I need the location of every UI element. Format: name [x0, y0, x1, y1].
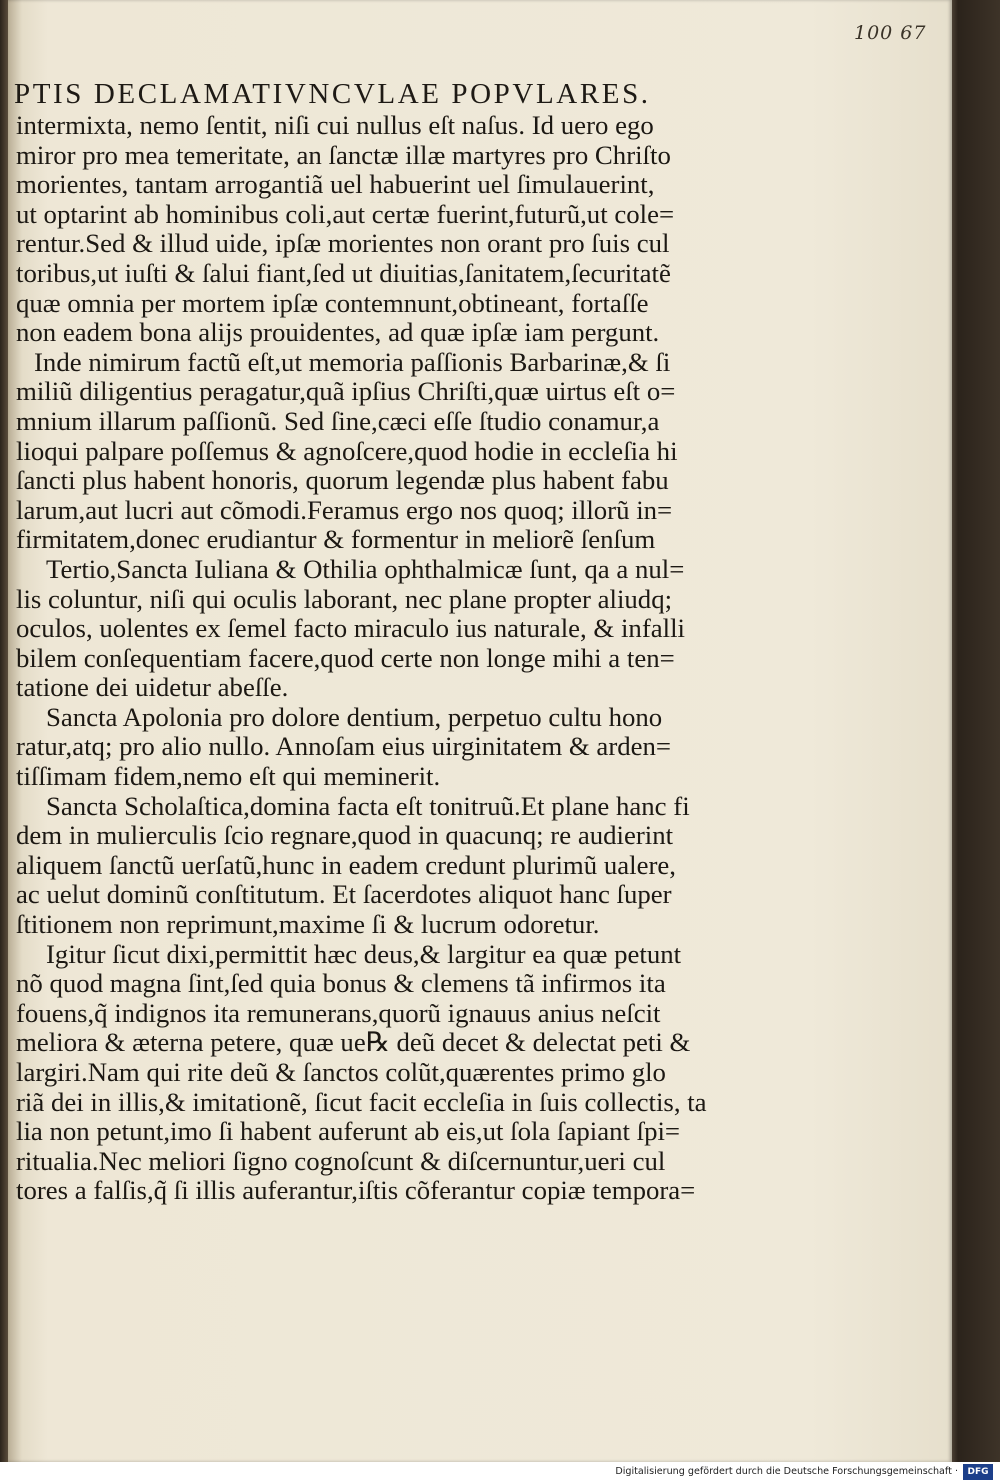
text-line: bilem conſequentiam facere,quod certe non longe mihi a ten= — [16, 643, 675, 673]
text-line: fouens,q̃ indignos ita remunerans,quorũ ignauus anius neſcit — [16, 998, 661, 1028]
text-line: ratur,atq; pro alio nullo. Annoſam eius uirginitatem & arden= — [16, 732, 672, 762]
book-gutter — [0, 0, 8, 1462]
text-line: riã dei in illis,& imitationẽ, ſicut facit eccleſia in ſuis collectis, ta — [16, 1087, 707, 1117]
text-line: quæ omnia per mortem ipſæ contemnunt,obtineant, fortaſſe — [16, 288, 649, 318]
text-line: Sancta Apolonia pro dolore dentium, perpetuo cultu hono — [46, 702, 663, 732]
text-line: meliora & æterna petere, quæ ue℞ deũ decet & delectat peti & — [16, 1028, 691, 1058]
text-line: tores a falſis,q̃ ſi illis auferantur,iſtis cõferantur copiæ tempora= — [16, 1176, 696, 1206]
text-line: lis coluntur, niſi qui oculis laborant, nec plane propter aliudq; — [16, 584, 673, 614]
text-line: larum,aut lucri aut cõmodi.Feramus ergo nos quoq; illorũ in= — [16, 495, 673, 525]
text-line: nõ quod magna ſint,ſed quia bonus & clemens tã infirmos ita — [16, 969, 666, 999]
text-line: ac uelut dominũ conſtitutum. Et ſacerdotes aliquot hanc ſuper — [16, 880, 672, 910]
text-line: largiri.Nam qui rite deũ & ſanctos colũt,quærentes primo glo — [16, 1058, 666, 1087]
text-line: aliquem ſanctũ uerſatũ,hunc in eadem credunt plurimũ ualere, — [16, 850, 676, 880]
text-line: mnium illarum paſſionũ. Sed ſine,cæci eſſe ſtudio conamur,a — [16, 406, 660, 436]
text-line: morientes, tantam arrogantiã uel habuerint uel ſimulauerint, — [16, 170, 655, 200]
text-line: tatione dei uidetur abeſſe. — [16, 673, 289, 703]
text-line: Igitur ſicut dixi,permittit hæc deus,& largitur ea quæ petunt — [46, 939, 682, 969]
text-line: ſancti plus habent honoris, quorum legendæ plus habent fabu — [16, 466, 669, 496]
text-line: lioqui palpare poſſemus & agnoſcere,quod hodie in eccleſia hi — [16, 436, 678, 466]
text-line: firmitatem,donec erudiantur & formentur in meliorẽ ſenſum — [16, 525, 656, 555]
text-line: intermixta, nemo ſentit, niſi cui nullus eſt naſus. Id uero ego — [16, 111, 654, 140]
text-line: ritualia.Nec meliori ſigno cognoſcunt & diſcernuntur,ueri cul — [16, 1146, 666, 1176]
text-line: toribus,ut iuſti & ſalui fiant,ſed ut diuitias,ſanitatem,ſecuritatẽ — [16, 258, 671, 288]
text-line: oculos, uolentes ex ſemel facto miraculo ius naturale, & infalli — [16, 614, 685, 644]
text-line: non eadem bona alijs prouidentes, ad quæ ipſæ iam pergunt. — [16, 318, 660, 348]
text-line: miliũ diligentius peragatur,quã ipſius Chriſti,quæ uirtus eſt o= — [16, 377, 676, 407]
text-line: Sancta Scholaſtica,domina facta eſt tonitruũ.Et plane hanc fi — [46, 791, 690, 821]
text-line: Tertio,Sancta Iuliana & Othilia ophthalmicæ ſunt, qa a nul= — [46, 554, 685, 584]
folio-number: 100 67 — [854, 22, 927, 44]
running-head: PTIS DECLAMATIVNCVLAE POPVLARES. — [14, 78, 651, 110]
text-line: ſtitionem non reprimunt,maxime ſi & lucrum odoretur. — [16, 910, 600, 940]
dfg-credit: Digitalisierung gefördert durch die Deutsche Forschungsgemeinschaft · — [615, 1466, 958, 1477]
book-page — [8, 0, 952, 1462]
dfg-logo: DFG — [963, 1464, 993, 1480]
page-edge — [952, 0, 1000, 1462]
body-text — [16, 111, 946, 1206]
text-line: Inde nimirum factũ eſt,ut memoria paſſionis Barbarinæ,& ſi — [34, 347, 671, 377]
text-line: lia non petunt,imo ſi habent auferunt ab eis,ut ſola ſapiant ſpi= — [16, 1117, 681, 1147]
text-line: dem in mulierculis ſcio regnare,quod in quacunq; re audierint — [16, 821, 674, 851]
text-line: tiſſimam fidem,nemo eſt qui meminerit. — [16, 762, 441, 792]
text-line: ut optarint ab hominibus coli,aut certæ fuerint,futurũ,ut cole= — [16, 199, 675, 229]
text-line: miror pro mea temeritate, an ſanctæ illæ martyres pro Chriſto — [16, 140, 671, 170]
text-line: rentur.Sed & illud uide, ipſæ morientes non orant pro ſuis cul — [16, 229, 670, 259]
